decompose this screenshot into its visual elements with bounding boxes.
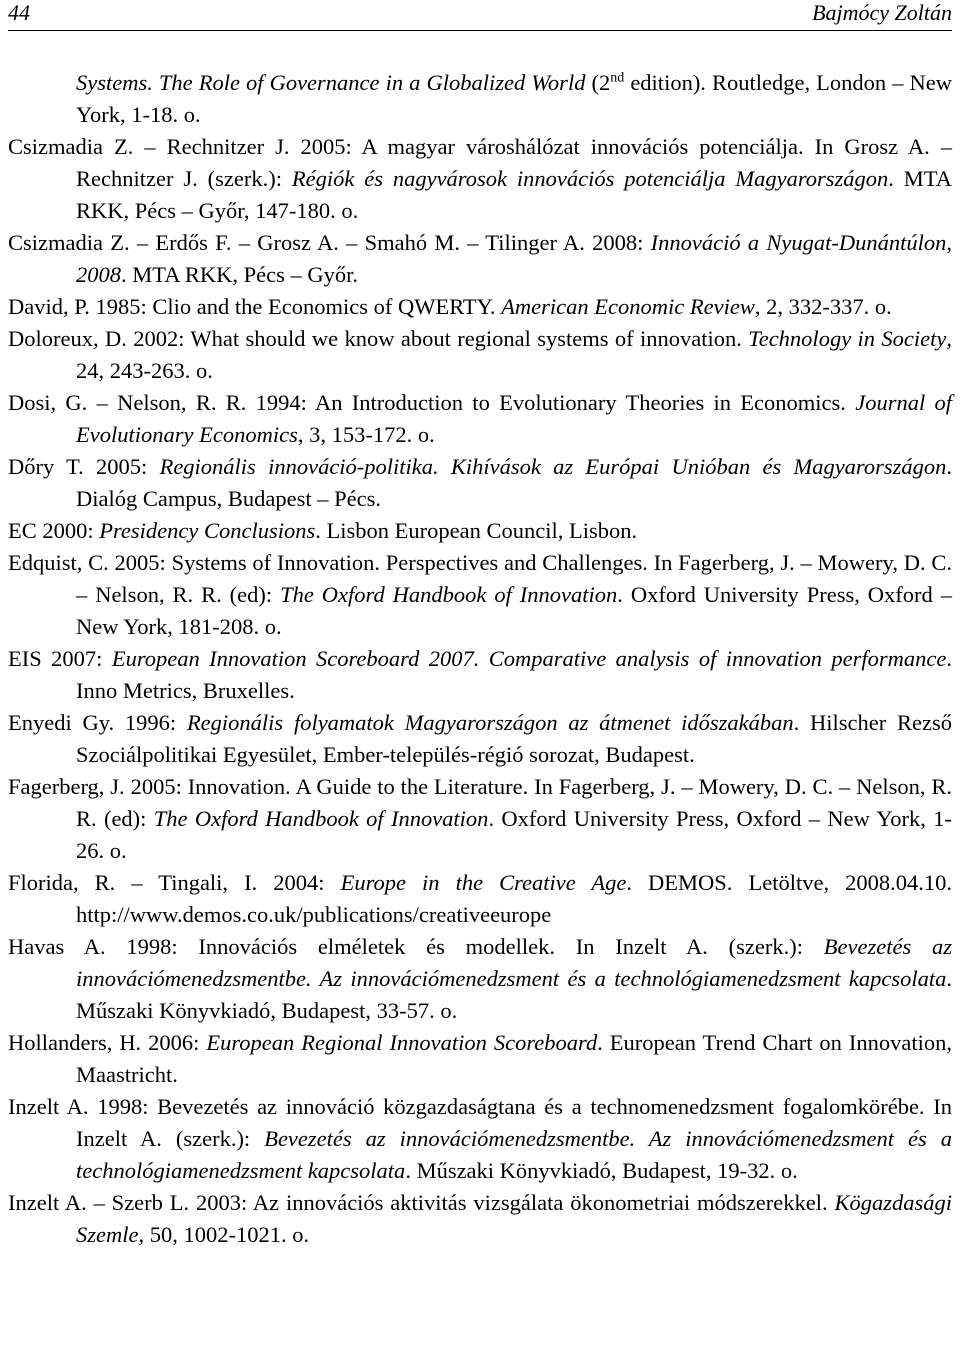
italic-title: Journal of Evolutionary Economics — [76, 390, 952, 447]
italic-title: Technology in Society — [748, 326, 947, 351]
reference-text: . Inno Metrics, Bruxelles. — [76, 646, 952, 703]
reference-entry — [8, 1091, 952, 1187]
reference-entry — [8, 291, 952, 323]
reference-text: . Oxford University Press, Oxford – New York, 181-208. o. — [76, 582, 952, 639]
reference-entry — [8, 547, 952, 643]
reference-text: . Hilscher Rezső Szociálpolitikai Egyesület, Ember-település-régió sorozat, Budapest. — [76, 710, 952, 767]
reference-text: Csizmadia Z. – Rechnitzer J. 2005: A magyar városhálózat innovációs potenciálja. In Grosz A. – Rechnitzer J. (szerk.): — [8, 134, 952, 191]
reference-entry — [8, 323, 952, 387]
reference-text: . European Trend Chart on Innovation, Maastricht. — [76, 1030, 952, 1087]
reference-entry — [8, 515, 952, 547]
running-header — [8, 0, 952, 31]
reference-text: Enyedi Gy. 1996: — [8, 710, 187, 735]
reference-text: EIS 2007: — [8, 646, 112, 671]
page-number: 44 — [8, 0, 30, 25]
italic-title: The Oxford Handbook of Innovation — [280, 582, 618, 607]
reference-text: Csizmadia Z. – Erdős F. – Grosz A. – Smahó M. – Tilinger A. 2008: — [8, 230, 651, 255]
italic-title: Europe in the Creative Age — [340, 870, 627, 895]
reference-text: . MTA RKK, Pécs – Győr, 147-180. o. — [76, 166, 952, 223]
reference-text: . Dialóg Campus, Budapest – Pécs. — [76, 454, 953, 511]
running-author: Bajmócy Zoltán — [812, 0, 952, 25]
reference-text: , 50, 1002-1021. o. — [138, 1222, 310, 1247]
reference-entry — [8, 227, 952, 291]
italic-title: European Regional Innovation Scoreboard — [206, 1030, 598, 1055]
reference-text: . MTA RKK, Pécs – Győr. — [121, 262, 358, 287]
reference-text: , 3, 153-172. o. — [297, 422, 435, 447]
italic-title: Innováció a Nyugat-Dunántúlon, 2008 — [76, 230, 952, 287]
italic-title: American Economic Review — [501, 294, 755, 319]
reference-entry — [8, 771, 952, 867]
reference-text: EC 2000: — [8, 518, 100, 543]
reference-text: (2 — [585, 70, 611, 95]
reference-text: Fagerberg, J. 2005: Innovation. A Guide to the Literature. In Fagerberg, J. – Mowery, D. C. – Nelson, R. R. (ed): — [8, 774, 952, 831]
italic-title: Regionális folyamatok Magyarországon az átmenet időszakában — [186, 710, 794, 735]
reference-entry — [8, 387, 952, 451]
reference-text: . DEMOS. Letöltve, 2008.04.10. http://www.demos.co.uk/publications/creativeeurope — [76, 870, 952, 927]
italic-title: European Innovation Scoreboard 2007. Comparative analysis of innovation performance — [111, 646, 947, 671]
reference-entry — [8, 1187, 952, 1251]
reference-text: Doloreux, D. 2002: What should we know about regional systems of innovation. — [8, 326, 749, 351]
italic-title: Systems. The Role of Governance in a Globalized World — [76, 70, 586, 95]
reference-entry — [8, 643, 952, 707]
italic-title: Bevezetés az innovációmenedzsmentbe. Az innovációmenedzsment és a technológiamenedzsment kapcsolata — [76, 1126, 953, 1183]
reference-text: edition). Routledge, London – New York, 1-18. o. — [76, 70, 952, 127]
reference-text: . Oxford University Press, Oxford – New York, 1-26. o. — [76, 806, 952, 863]
italic-title: The Oxford Handbook of Innovation — [153, 806, 489, 831]
reference-text: Havas A. 1998: Innovációs elméletek és modellek. In Inzelt A. (szerk.): — [8, 934, 824, 959]
reference-entry — [8, 67, 952, 131]
reference-text: , 2, 332-337. o. — [754, 294, 892, 319]
reference-text: Edquist, C. 2005: Systems of Innovation. Perspectives and Challenges. In Fagerberg, J. – Mowery, D. C. – Nelson, R. R. (ed): — [8, 550, 952, 607]
reference-entry — [8, 867, 952, 931]
reference-text: David, P. 1985: Clio and the Economics of QWERTY. — [8, 294, 502, 319]
reference-list — [8, 67, 952, 1251]
reference-text: Hollanders, H. 2006: — [8, 1030, 207, 1055]
reference-entry — [8, 131, 952, 227]
reference-text: . Lisbon European Council, Lisbon. — [315, 518, 638, 543]
italic-title: Regionális innováció-politika. Kihívások az Európai Unióban és Magyarországon — [159, 454, 947, 479]
reference-text: Florida, R. – Tingali, I. 2004: — [8, 870, 341, 895]
reference-text: . Műszaki Könyvkiadó, Budapest, 19-32. o. — [405, 1158, 798, 1183]
reference-entry — [8, 451, 952, 515]
reference-text: , 24, 243-263. o. — [76, 326, 952, 383]
reference-text: Inzelt A. – Szerb L. 2003: Az innovációs aktivitás vizsgálata ökonometriai módszerekkel. — [8, 1190, 835, 1215]
reference-entry — [8, 707, 952, 771]
italic-title: Bevezetés az innovációmenedzsmentbe. Az innovációmenedzsment és a technológiamenedzsment kapcsolata — [76, 934, 952, 991]
reference-entry — [8, 931, 952, 1027]
reference-text: Dosi, G. – Nelson, R. R. 1994: An Introduction to Evolutionary Theories in Economics. — [8, 390, 856, 415]
italic-title: Régiók és nagyvárosok innovációs potenciálja Magyarországon — [291, 166, 889, 191]
reference-text: Inzelt A. 1998: Bevezetés az innováció közgazdaságtana és a technomenedzsment fogalomkörébe. In Inzelt A. (szerk.): — [8, 1094, 952, 1151]
superscript-text: nd — [610, 70, 625, 86]
italic-title: Kögazdasági Szemle — [76, 1190, 952, 1247]
reference-entry — [8, 1027, 952, 1091]
reference-text: . Műszaki Könyvkiadó, Budapest, 33-57. o. — [76, 966, 952, 1023]
reference-text: Dőry T. 2005: — [8, 454, 160, 479]
italic-title: Presidency Conclusions — [99, 518, 316, 543]
